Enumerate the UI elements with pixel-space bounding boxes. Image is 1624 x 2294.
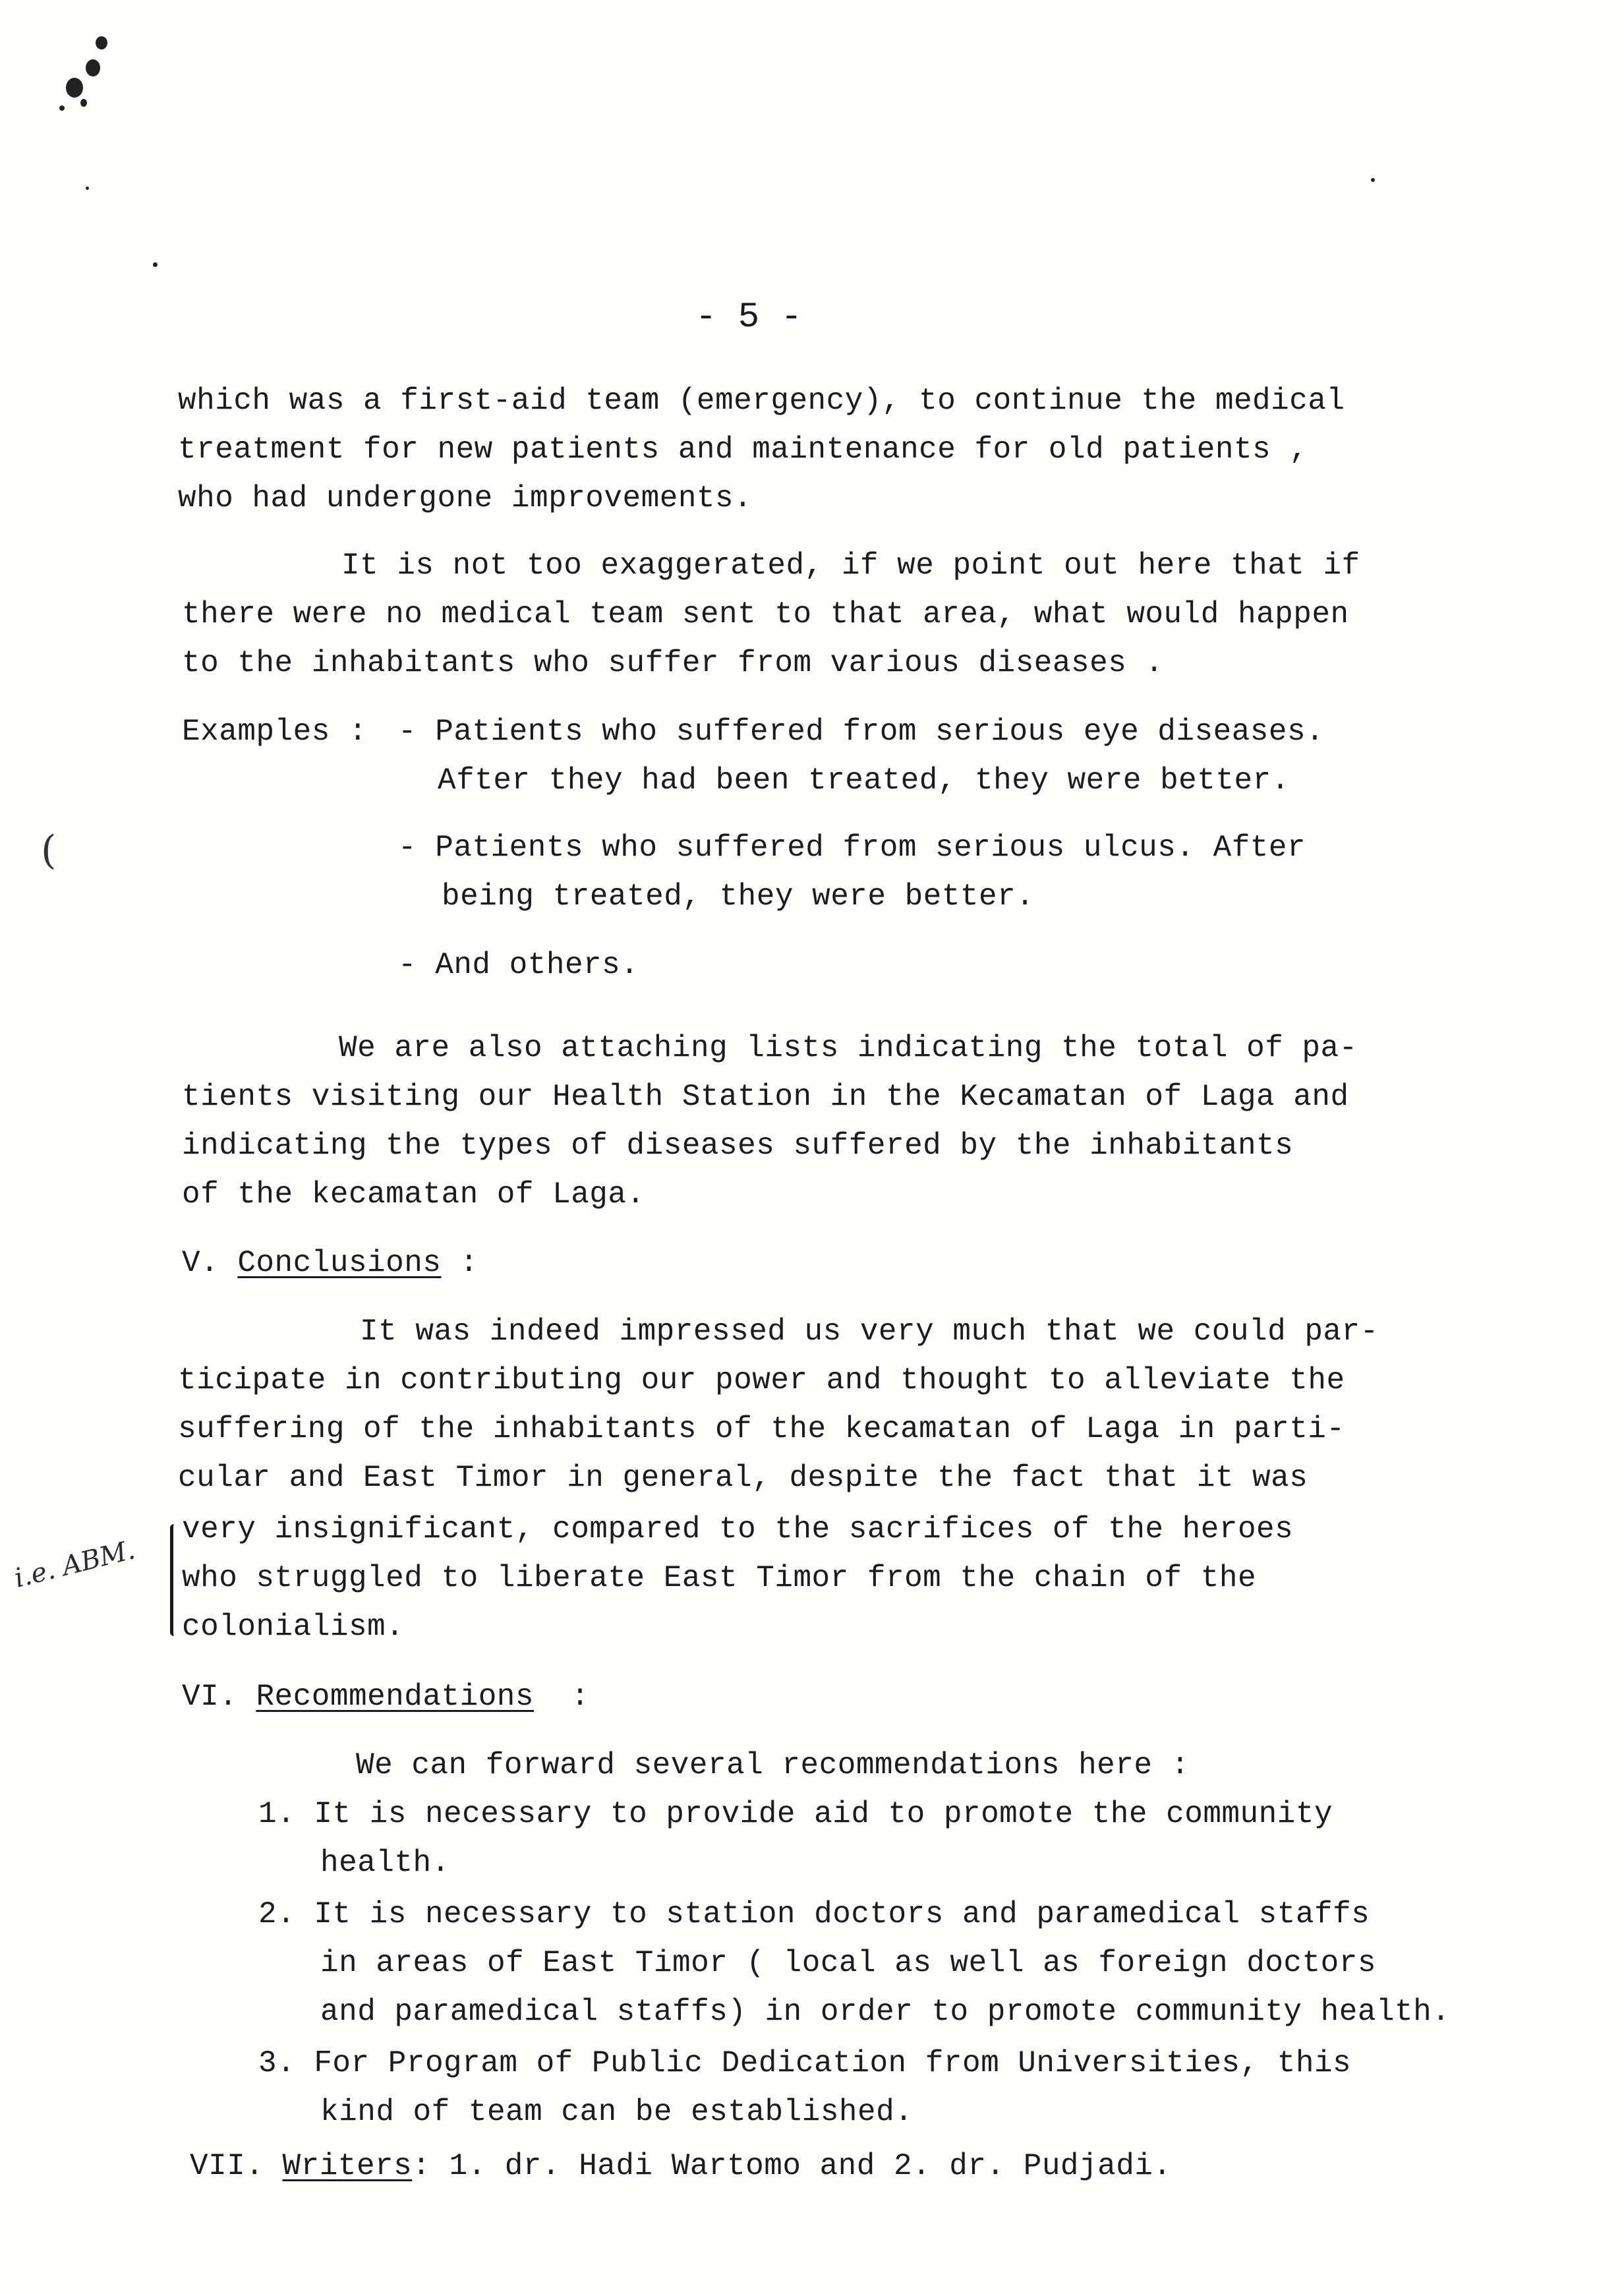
text-line: cular and East Timor in general, despite the fact that it was <box>178 1461 1308 1495</box>
ink-spot <box>86 187 89 190</box>
text-line: treatment for new patients and maintenance for old patients , <box>178 432 1308 467</box>
text-line: who had undergone improvements. <box>178 481 753 515</box>
ink-spot <box>86 59 100 76</box>
recommendation-item: and paramedical staffs) in order to promote community health. <box>320 1995 1451 2029</box>
section-number: VII. <box>190 2149 264 2183</box>
ink-spot <box>80 99 87 107</box>
margin-paren: ( <box>41 827 57 873</box>
text-line: which was a first-aid team (emergency), to continue the medical <box>178 384 1345 418</box>
section-heading <box>182 1677 589 1717</box>
recommendation-item: 3. For Program of Public Dedication from Universities, this <box>258 2046 1352 2080</box>
example-item: After they had been treated, they were better. <box>438 763 1290 798</box>
section-colon: : <box>459 1246 478 1280</box>
text-line: tients visiting our Health Station in the Kecamatan of Laga and <box>182 1080 1349 1114</box>
example-item: being treated, they were better. <box>442 879 1035 914</box>
recommendation-item: 2. It is necessary to station doctors and paramedical staffs <box>258 1897 1370 1931</box>
text-line: suffering of the inhabitants of the kecamatan of Laga in parti- <box>178 1412 1345 1446</box>
section-title: Recommendations <box>256 1680 535 1714</box>
section-number: VI. <box>182 1680 238 1714</box>
text-line: of the kecamatan of Laga. <box>182 1177 645 1212</box>
text-line: colonialism. <box>182 1610 405 1644</box>
text-line: there were no medical team sent to that area, what would happen <box>182 597 1349 632</box>
section-heading <box>190 2146 1172 2186</box>
text-line: indicating the types of diseases suffered by the inhabitants <box>182 1129 1294 1163</box>
section-number: V. <box>182 1246 219 1280</box>
recommendation-item: in areas of East Timor ( local as well as foreign doctors <box>320 1946 1376 1980</box>
example-item: - And others. <box>398 948 639 982</box>
example-item: - Patients who suffered from serious ulcus. After <box>398 831 1306 865</box>
text-line: We can forward several recommendations here : <box>356 1748 1190 1782</box>
section-colon: : <box>571 1680 590 1714</box>
recommendation-item: 1. It is necessary to provide aid to promote the community <box>258 1797 1333 1831</box>
text-line: We are also attaching lists indicating the total of pa- <box>339 1031 1358 1065</box>
ink-spot <box>1371 178 1375 182</box>
examples-label: Examples : <box>182 715 368 749</box>
text-line: It is not too exaggerated, if we point out here that if <box>341 548 1360 583</box>
text-line: very insignificant, compared to the sacrifices of the heroes <box>182 1512 1294 1546</box>
margin-bracket <box>170 1524 180 1636</box>
page-number: - 5 - <box>695 297 803 338</box>
ink-spot <box>66 78 83 98</box>
text-line: ticipate in contributing our power and thought to alleviate the <box>178 1363 1345 1397</box>
text-line: who struggled to liberate East Timor from the chain of the <box>182 1561 1257 1595</box>
ink-spot <box>96 36 107 49</box>
text-line: It was indeed impressed us very much that we could par- <box>360 1314 1379 1349</box>
margin-annotation: i.e. ABM. <box>11 1535 138 1594</box>
section-title: Writers <box>282 2149 413 2183</box>
section-heading <box>182 1243 478 1283</box>
recommendation-item: kind of team can be established. <box>320 2095 914 2129</box>
recommendation-item: health. <box>320 1846 450 1880</box>
text-line: to the inhabitants who suffer from various diseases . <box>182 646 1164 680</box>
ink-spot <box>153 262 158 267</box>
writers-text: : 1. dr. Hadi Wartomo and 2. dr. Pudjadi. <box>412 2149 1172 2183</box>
example-item: - Patients who suffered from serious eye diseases. <box>398 715 1325 749</box>
section-title: Conclusions <box>237 1246 442 1280</box>
ink-spot <box>59 105 65 111</box>
